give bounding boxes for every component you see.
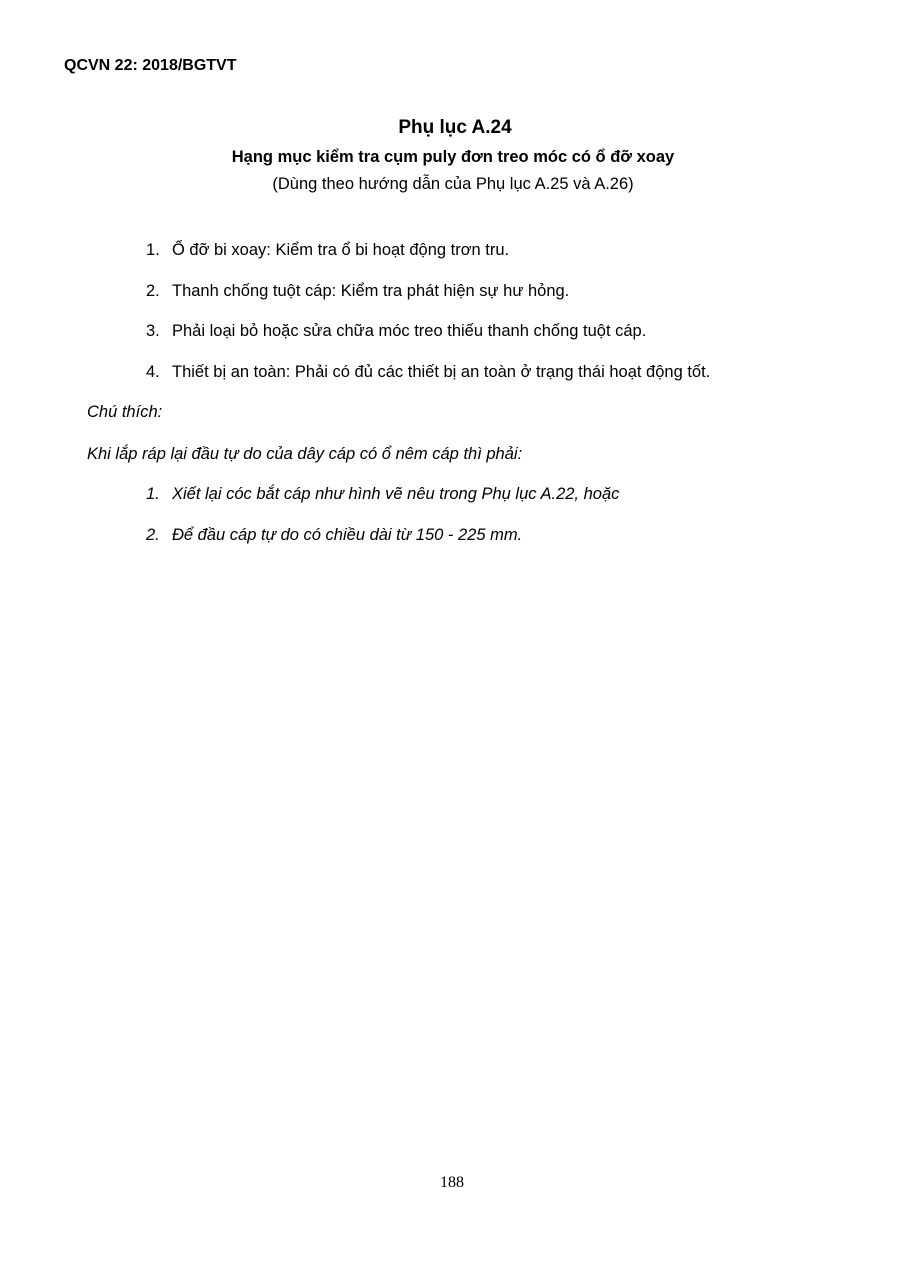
list-item-text: Phải loại bỏ hoặc sửa chữa móc treo thiếu thanh chống tuột cáp. <box>172 322 647 340</box>
list-item <box>146 362 710 403</box>
inspection-item-list <box>146 240 710 402</box>
list-item-number: 1. <box>146 485 160 503</box>
appendix-title: Phụ lục A.24 <box>398 117 512 138</box>
list-item <box>146 484 619 525</box>
list-item <box>146 281 710 322</box>
list-item-number: 3. <box>146 322 160 340</box>
list-item-number: 1. <box>146 241 160 259</box>
appendix-usage-note: (Dùng theo hướng dẫn của Phụ lục A.25 và A.26) <box>272 175 634 193</box>
note-heading: Chú thích: <box>87 403 163 421</box>
list-item-text: Thanh chống tuột cáp: Kiểm tra phát hiện sự hư hỏng. <box>172 281 570 300</box>
list-item-text: Xiết lại cóc bắt cáp như hình vẽ nêu trong Phụ lục A.22, hoặc <box>172 485 620 503</box>
page-number: 188 <box>440 1174 464 1191</box>
list-item <box>146 525 619 566</box>
note-intro: Khi lắp ráp lại đầu tự do của dây cáp có ổ nêm cáp thì phải: <box>87 445 523 463</box>
note-item-list <box>146 484 619 565</box>
list-item-number: 2. <box>146 281 160 300</box>
list-item-text: Ổ đỡ bi xoay: Kiểm tra ổ bi hoạt động trơn tru. <box>172 241 510 259</box>
list-item <box>146 321 710 362</box>
document-code: QCVN 22: 2018/BGTVT <box>64 57 237 74</box>
list-item-number: 2. <box>146 525 160 544</box>
list-item-text: Để đầu cáp tự do có chiều dài từ 150 - 225 mm. <box>172 525 523 544</box>
appendix-subtitle: Hạng mục kiểm tra cụm puly đơn treo móc có ổ đỡ xoay <box>231 148 675 166</box>
list-item <box>146 240 710 281</box>
list-item-text: Thiết bị an toàn: Phải có đủ các thiết bị an toàn ở trạng thái hoạt động tốt. <box>172 362 711 381</box>
list-item-number: 4. <box>146 362 160 381</box>
